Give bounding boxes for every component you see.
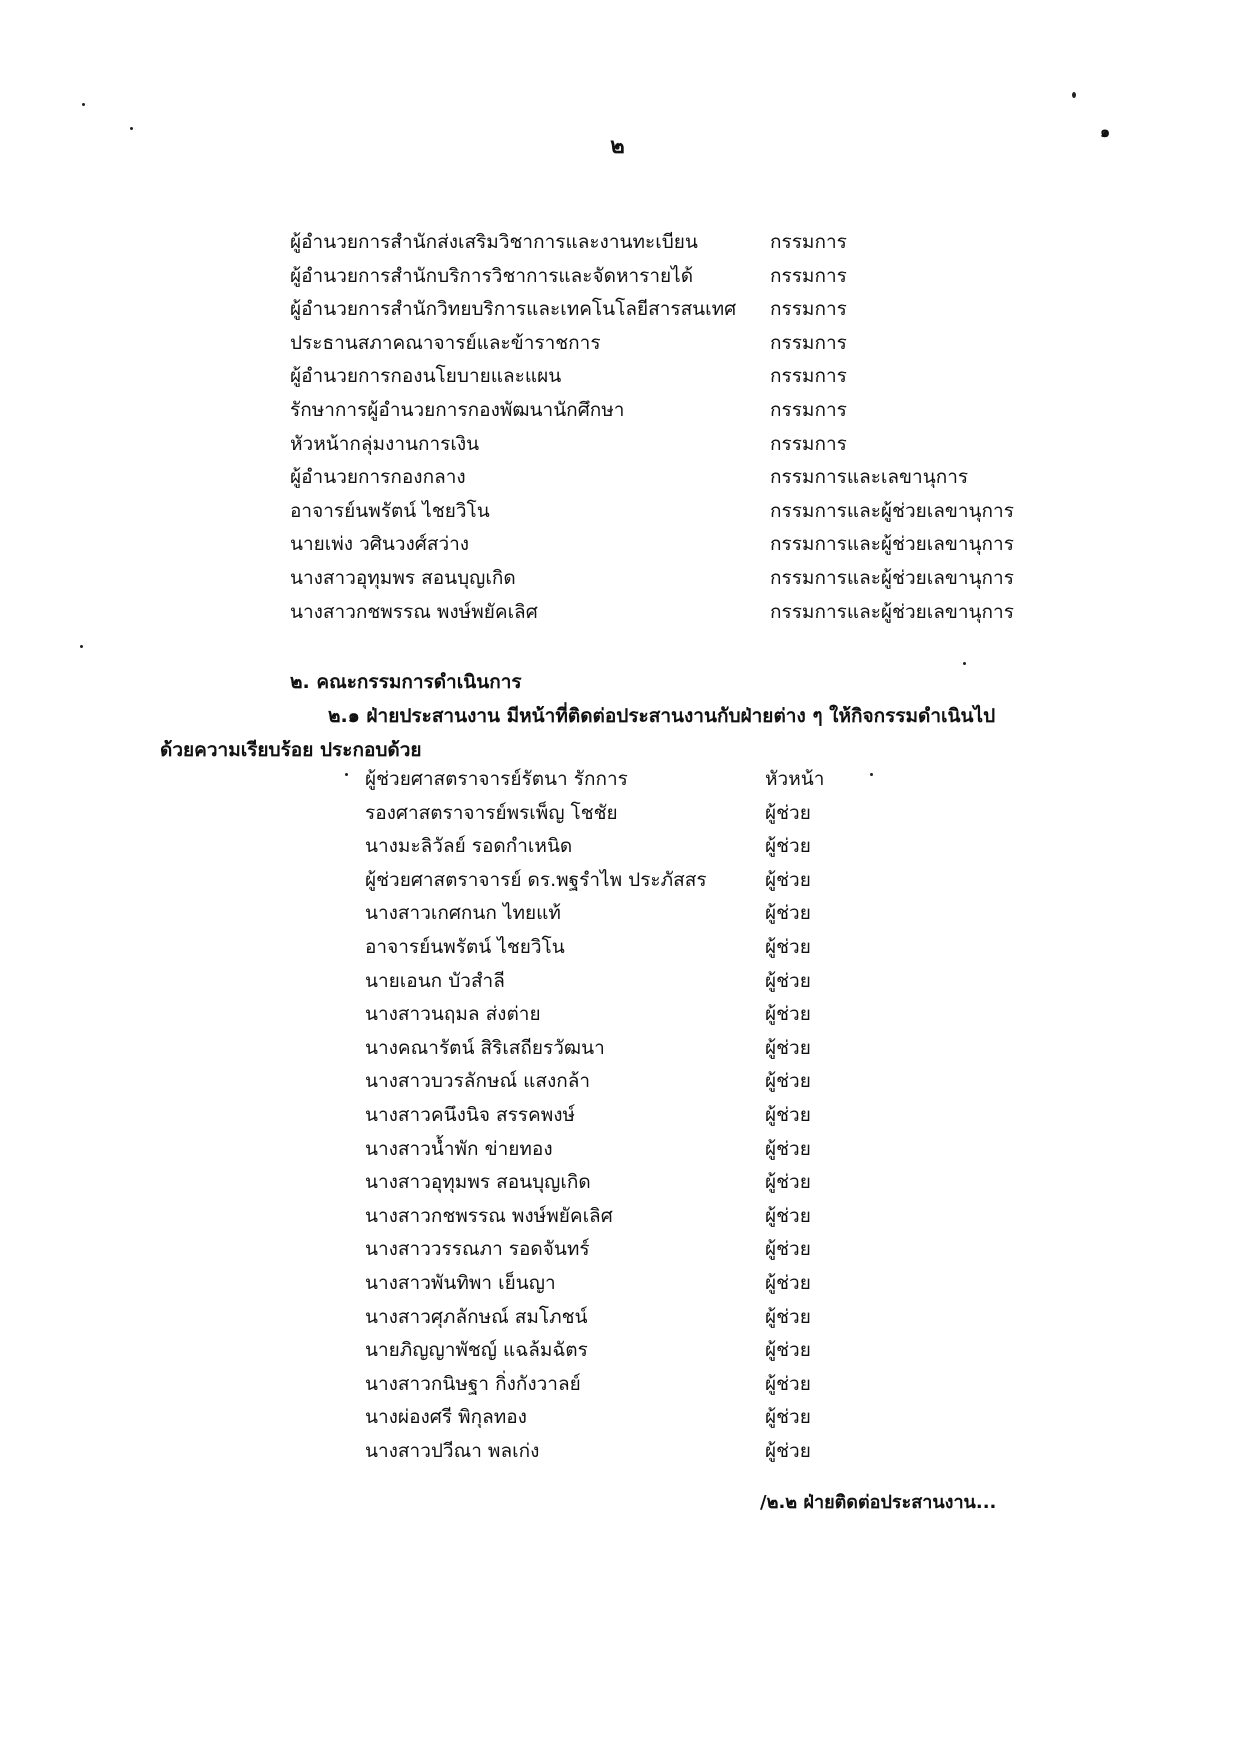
list-row [290, 427, 1050, 461]
list-row [365, 1132, 825, 1166]
list-row [365, 1400, 825, 1434]
member-name: นางสาวเกศกนก ไทยแท้ [365, 902, 561, 925]
subsection-line-1: ๒.๑ ฝ่ายประสานงาน มีหน้าที่ติดต่อประสานงานกับฝ่ายต่าง ๆ ให้กิจกรรมดำเนินไป [328, 705, 996, 727]
member-role: กรรมการและผู้ช่วยเลขานุการ [770, 499, 1014, 522]
member-role: กรรมการ [770, 298, 847, 321]
list-row [290, 259, 1050, 293]
list-row [365, 1199, 825, 1233]
list-row [365, 1300, 825, 1334]
member-role: กรรมการ [770, 432, 847, 455]
member-name: นางสาวกนิษฐา กิ่งกังวาลย์ [365, 1372, 581, 1395]
member-name: ผู้อำนวยการสำนักบริการวิชาการและจัดหารายได้ [290, 264, 694, 287]
member-name: ผู้อำนวยการกองกลาง [290, 466, 466, 489]
member-role: ผู้ช่วย [765, 1339, 811, 1362]
list-row [290, 460, 1050, 494]
member-role: กรรมการและผู้ช่วยเลขานุการ [770, 567, 1014, 589]
list-row [290, 326, 1050, 360]
member-role: ผู้ช่วย [765, 969, 811, 992]
list-row [365, 1064, 825, 1098]
member-role: ผู้ช่วย [765, 1440, 811, 1462]
list-row [365, 796, 825, 830]
scan-speck [80, 645, 83, 648]
list-row [290, 494, 1050, 528]
list-row [290, 393, 1050, 427]
list-row [365, 829, 825, 863]
section-heading: ๒. คณะกรรมการดำเนินการ [290, 671, 522, 693]
member-role: ผู้ช่วย [765, 868, 811, 891]
member-role: ผู้ช่วย [765, 1137, 811, 1160]
member-name: นางคณารัตน์ สิริเสถียรวัฒนา [365, 1036, 605, 1059]
member-role: ผู้ช่วย [765, 1070, 811, 1093]
list-row [365, 1367, 825, 1401]
subsection-line-2: ด้วยความเรียบร้อย ประกอบด้วย [160, 739, 422, 761]
member-name: รองศาสตราจารย์พรเพ็ญ โชชัย [365, 801, 618, 824]
member-name: ผู้ช่วยศาสตราจารย์รัตนา รักการ [365, 768, 628, 790]
member-role: ผู้ช่วย [765, 1272, 811, 1294]
member-name: รักษาการผู้อำนวยการกองพัฒนานักศึกษา [290, 399, 625, 421]
member-role: ผู้ช่วย [765, 1305, 811, 1328]
list-row [290, 561, 1050, 595]
member-role: กรรมการ [770, 365, 847, 388]
member-name: หัวหน้ากลุ่มงานการเงิน [290, 432, 480, 455]
list-row [365, 1232, 825, 1266]
list-row [365, 1165, 825, 1199]
list-row [290, 225, 1050, 259]
member-name: นางสาวปวีณา พลเก่ง [365, 1440, 540, 1462]
list-row [365, 1333, 825, 1367]
member-name: นางสาวพันทิพา เย็นญา [365, 1272, 556, 1294]
list-row [365, 930, 825, 964]
scan-speck [82, 103, 85, 106]
member-name: ผู้อำนวยการสำนักส่งเสริมวิชาการและงานทะเบียน [290, 231, 698, 253]
member-name: นางสาวนฤมล ส่งต่าย [365, 1003, 541, 1026]
member-role: หัวหน้า [765, 768, 825, 790]
member-name: นางผ่องศรี พิกุลทอง [365, 1406, 527, 1429]
member-name: นางสาวศุภลักษณ์ สมโภชน์ [365, 1305, 588, 1328]
member-role: ผู้ช่วย [765, 1003, 811, 1026]
member-name: นางสาวอุทุมพร สอนบุญเกิด [365, 1171, 591, 1194]
member-name: ประธานสภาคณาจารย์และข้าราชการ [290, 331, 601, 354]
member-name: นางสาวน้ำพัก ข่ายทอง [365, 1137, 553, 1160]
member-role: ผู้ช่วย [765, 835, 811, 858]
member-name: อาจารย์นพรัตน์ ไชยวิโน [290, 499, 490, 522]
member-name: นางสาวกชพรรณ พงษ์พยัคเลิศ [365, 1204, 613, 1227]
member-role: ผู้ช่วย [765, 902, 811, 925]
member-name: นางมะลิวัลย์ รอดกำเหนิด [365, 835, 573, 858]
member-role: ผู้ช่วย [765, 801, 811, 824]
member-role: กรรมการและผู้ช่วยเลขานุการ [770, 600, 1014, 623]
member-name: นางสาวคนึงนิจ สรรคพงษ์ [365, 1104, 576, 1126]
member-role: กรรมการ [770, 399, 847, 421]
list-row [365, 997, 825, 1031]
list-row [365, 964, 825, 998]
list-row [365, 1031, 825, 1065]
list-row [365, 762, 825, 796]
list-row [290, 527, 1050, 561]
member-name: นางสาวกชพรรณ พงษ์พยัคเลิศ [290, 600, 538, 623]
member-name: ผู้ช่วยศาสตราจารย์ ดร.พฐรำไพ ประภัสสร [365, 868, 707, 891]
member-name: อาจารย์นพรัตน์ ไชยวิโน [365, 936, 565, 958]
member-role: ผู้ช่วย [765, 1238, 811, 1261]
member-role: ผู้ช่วย [765, 1171, 811, 1194]
scan-speck [870, 773, 873, 776]
list-row [365, 1434, 825, 1468]
list-row [290, 292, 1050, 326]
scan-speck [1072, 92, 1076, 98]
list-row [290, 595, 1050, 629]
page-number: ๒ [610, 134, 625, 159]
member-name: นายเพ่ง วศินวงศ์สว่าง [290, 533, 470, 556]
member-role: ผู้ช่วย [765, 1406, 811, 1429]
member-role: กรรมการ [770, 331, 847, 354]
list-row [365, 863, 825, 897]
list-row [290, 359, 1050, 393]
corner-mark: ๑ [1100, 122, 1111, 141]
member-role: ผู้ช่วย [765, 1104, 811, 1126]
list-row [365, 1266, 825, 1300]
member-role: กรรมการและเลขานุการ [770, 466, 969, 489]
scan-speck [345, 773, 348, 776]
member-name: นายเอนก บัวสำลี [365, 969, 505, 992]
member-role: ผู้ช่วย [765, 1036, 811, 1059]
member-name: ผู้อำนวยการกองนโยบายและแผน [290, 365, 562, 388]
member-role: ผู้ช่วย [765, 936, 811, 958]
member-role: กรรมการ [770, 264, 847, 287]
member-role: ผู้ช่วย [765, 1204, 811, 1227]
member-name: นางสาววรรณภา รอดจันทร์ [365, 1238, 590, 1261]
member-name: ผู้อำนวยการสำนักวิทยบริการและเทคโนโลยีสารสนเทศ [290, 298, 737, 321]
scan-speck [963, 662, 966, 665]
continuation-note: /๒.๒ ฝ่ายติดต่อประสานงาน... [760, 1492, 997, 1513]
member-name: นางสาวบวรลักษณ์ แสงกล้า [365, 1070, 591, 1093]
list-row [365, 896, 825, 930]
member-name: นางสาวอุทุมพร สอนบุญเกิด [290, 567, 516, 589]
member-name: นายภิญญาพัชญ์ แฉล้มฉัตร [365, 1339, 588, 1362]
member-role: กรรมการและผู้ช่วยเลขานุการ [770, 533, 1014, 556]
list-row [365, 1098, 825, 1132]
member-role: กรรมการ [770, 231, 847, 253]
member-role: ผู้ช่วย [765, 1372, 811, 1395]
